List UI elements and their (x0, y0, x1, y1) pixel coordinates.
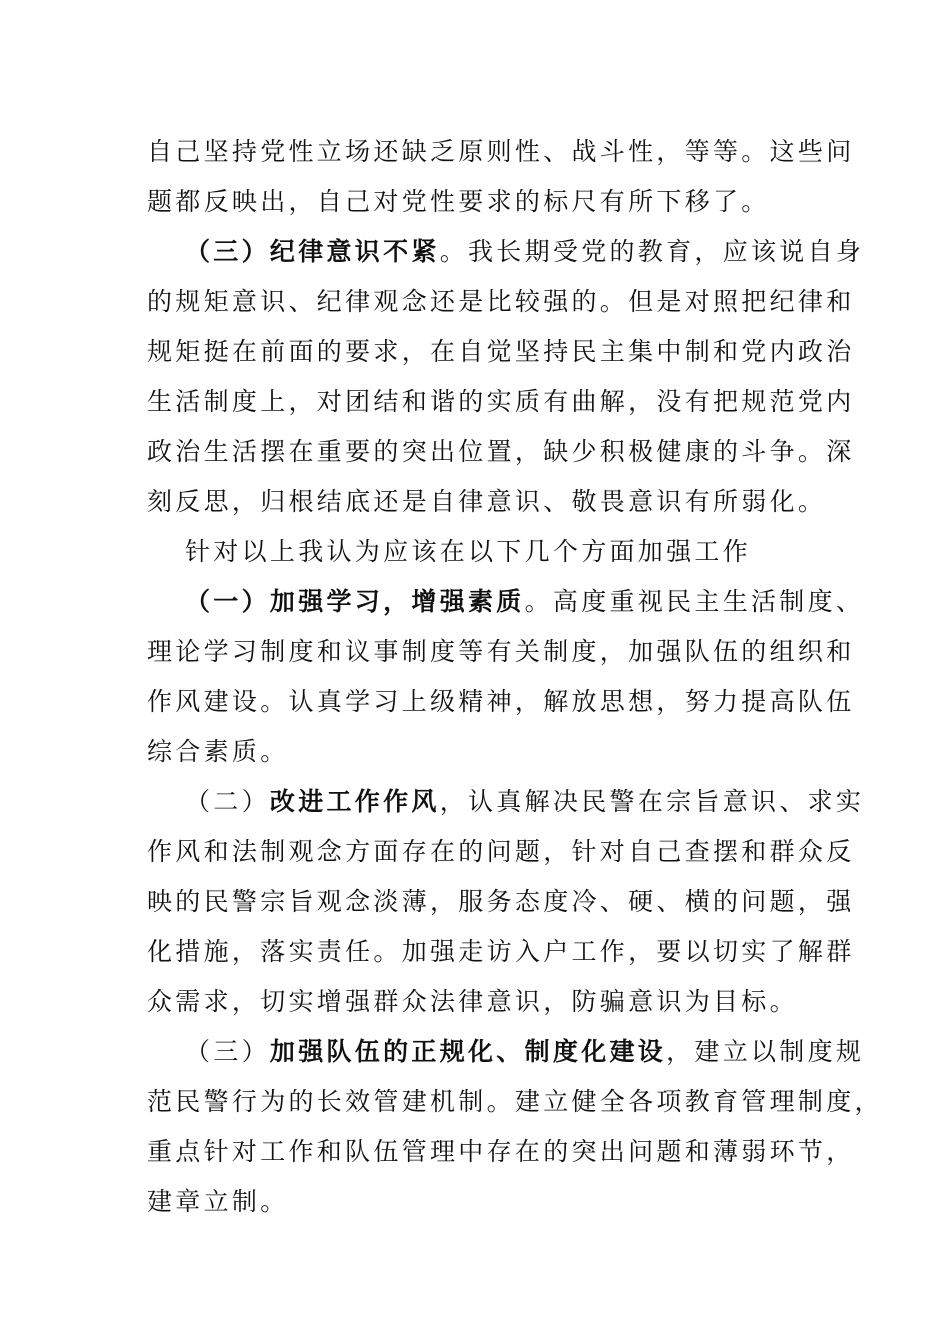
line-text: 规矩挺在前面的要求，在自觉坚持民主集中制和党内政治 (147, 337, 855, 366)
body-text-line (147, 430, 855, 474)
line-text: 刻反思，归根结底还是自律意识、敬畏意识有所弱化。 (147, 487, 827, 516)
body-text-line (147, 330, 855, 374)
line-text: ，建立以制度规 (666, 1037, 865, 1066)
body-text-line (147, 280, 855, 324)
section-heading: 加强队伍的正规化、制度化建设 (269, 1037, 667, 1066)
line-text: 生活制度上，对团结和谐的实质有曲解，没有把规范党内 (147, 387, 855, 416)
section-number: （二） (185, 787, 270, 816)
line-text: 政治生活摆在重要的突出位置，缺少积极健康的斗争。深 (147, 437, 855, 466)
line-text: 题都反映出，自己对党性要求的标尺有所下移了。 (147, 187, 770, 216)
line-text: 映的民警宗旨观念淡薄，服务态度冷、硬、横的问题，强 (147, 887, 855, 916)
line-text: 的规矩意识、纪律观念还是比较强的。但是对照把纪律和 (147, 287, 855, 316)
section-heading: （三）纪律意识不紧 (185, 237, 440, 266)
line-text: 范民警行为的长效管建机制。建立健全各项教育管理制度， (147, 1087, 883, 1116)
line-text: 作风和法制观念方面存在的问题，针对自己查摆和群众反 (147, 837, 855, 866)
section-number: （三） (185, 1037, 270, 1066)
body-text-line (147, 480, 827, 524)
body-text-line (147, 980, 817, 1024)
body-text-line (147, 830, 855, 874)
line-text: 针对以上我认为应该在以下几个方面加强工作 (185, 537, 752, 566)
section-heading-line (185, 580, 865, 624)
section-heading-line (185, 1030, 865, 1074)
section-heading-line (185, 230, 865, 274)
body-text-line (147, 680, 855, 724)
body-text-line (147, 930, 855, 974)
line-text: 化措施，落实责任。加强走访入户工作，要以切实了解群 (147, 937, 855, 966)
line-text: 。高度重视民主生活制度、 (524, 587, 865, 616)
line-text: 作风建设。认真学习上级精神，解放思想，努力提高队伍 (147, 687, 855, 716)
section-heading: 改进工作作风 (269, 787, 440, 816)
line-text: 。我长期受党的教育，应该说自身 (439, 237, 865, 266)
line-text: 众需求，切实增强群众法律意识，防骗意识为目标。 (147, 987, 798, 1016)
body-text-line (147, 730, 817, 774)
body-text-line (147, 180, 817, 224)
section-heading-line (185, 780, 865, 824)
body-text-line (147, 630, 855, 674)
line-text: 综合素质。 (147, 737, 289, 766)
body-text-line (147, 1080, 883, 1124)
line-text: 重点针对工作和队伍管理中存在的突出问题和薄弱环节， (147, 1137, 855, 1166)
line-text: 建章立制。 (147, 1187, 289, 1216)
body-text-line (147, 1180, 817, 1224)
body-text-line (185, 530, 855, 574)
line-text: ，认真解决民警在宗旨意识、求实 (439, 787, 865, 816)
body-text-line (147, 880, 855, 924)
body-text-line (147, 380, 855, 424)
body-text-line (147, 130, 855, 174)
body-text-line (147, 1130, 855, 1174)
line-text: 理论学习制度和议事制度等有关制度，加强队伍的组织和 (147, 637, 855, 666)
section-heading: （一）加强学习，增强素质 (185, 587, 525, 616)
line-text: 自己坚持党性立场还缺乏原则性、战斗性，等等。这些问 (147, 137, 855, 166)
